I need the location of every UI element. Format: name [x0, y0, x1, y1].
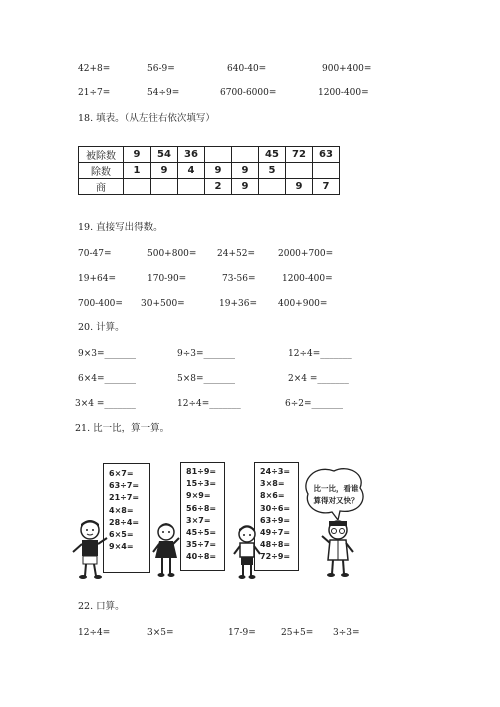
problem: 9÷3=_______ [177, 349, 236, 359]
card-problem: 63÷7= [109, 481, 140, 491]
card-problem: 35÷7= [186, 540, 217, 550]
problem: 400+900= [278, 299, 328, 309]
problem: 3×5= [147, 628, 174, 638]
table-cell: 45 [259, 147, 286, 163]
question-title: 19. 直接写出得数。 [78, 222, 163, 233]
problem: 6÷2=_______ [285, 399, 344, 409]
card-problem: 56÷8= [186, 503, 217, 513]
bubble-line: 算得对又快？ [313, 496, 359, 505]
child-figure-icon [151, 522, 181, 578]
table-cell[interactable] [151, 179, 178, 195]
card-problem: 21÷7= [109, 493, 140, 503]
child-figure-icon [232, 524, 262, 580]
problem: 25+5= [281, 628, 314, 638]
card-problem: 9×4= [109, 542, 134, 552]
problem: 19+36= [219, 299, 257, 309]
card-problem: 6×5= [109, 529, 134, 539]
card-problem: 48÷8= [260, 540, 291, 550]
question-title: 21. 比一比，算一算。 [75, 423, 170, 434]
card-problem: 45÷5= [186, 527, 217, 537]
card-problem: 30÷6= [260, 503, 291, 513]
table-cell: 除数 [79, 163, 124, 179]
table-cell: 36 [178, 147, 205, 163]
problem: 900+400= [322, 64, 372, 74]
table-cell: 5 [259, 163, 286, 179]
problem: 3÷3= [333, 628, 360, 638]
problem: 12÷4=_______ [177, 399, 241, 409]
problem: 2×4 =_______ [288, 374, 349, 384]
table-cell: 9 [286, 179, 313, 195]
table-cell: 1 [124, 163, 151, 179]
table-row [79, 147, 340, 163]
problem: 12÷4=_______ [288, 349, 352, 359]
table-cell[interactable] [124, 179, 151, 195]
table-cell[interactable] [313, 163, 340, 179]
speech-bubble-text [308, 483, 364, 507]
table-row [79, 179, 340, 195]
table-cell: 商 [79, 179, 124, 195]
problem: 30+500= [141, 299, 185, 309]
table-cell: 9 [232, 179, 259, 195]
question-title: 20. 计算。 [78, 322, 125, 333]
problem: 640-40= [227, 64, 267, 74]
table-cell[interactable] [205, 147, 232, 163]
table-cell[interactable] [259, 179, 286, 195]
table-cell: 63 [313, 147, 340, 163]
problem: 1200-400= [318, 88, 369, 98]
card-problem: 6×7= [109, 469, 134, 478]
card-problem: 40÷8= [186, 552, 217, 562]
table-cell: 54 [151, 147, 178, 163]
table-cell: 9 [151, 163, 178, 179]
problem: 42+8= [78, 64, 111, 74]
problem: 6700-6000= [220, 88, 277, 98]
card-problem: 3×8= [260, 479, 285, 489]
bubble-line: 比一比，看谁 [313, 484, 359, 493]
problem: 170-90= [147, 274, 187, 284]
card-problem: 8×6= [260, 491, 285, 501]
problem: 1200-400= [282, 274, 333, 284]
child-figure-icon [70, 518, 110, 580]
problem: 500+800= [147, 249, 197, 259]
question-title: 22. 口算。 [78, 601, 125, 612]
table-row [79, 163, 340, 179]
card-problem: 4×8= [109, 505, 134, 515]
card-problem: 49÷7= [260, 527, 291, 537]
card-problem: 72÷9= [260, 552, 291, 562]
table-cell: 7 [313, 179, 340, 195]
table-cell: 9 [232, 163, 259, 179]
table-cell[interactable] [286, 163, 313, 179]
card-problem: 3×7= [186, 515, 211, 525]
fill-table [78, 146, 340, 195]
card-problem: 63÷9= [260, 515, 291, 525]
problem: 6×4=_______ [78, 374, 137, 384]
problem: 9×3=_______ [78, 349, 137, 359]
table-cell[interactable] [178, 179, 205, 195]
problem: 700-400= [78, 299, 123, 309]
problem-card [180, 462, 225, 571]
problem: 12÷4= [78, 628, 111, 638]
problem: 19+64= [78, 274, 116, 284]
problem: 73-56= [222, 274, 256, 284]
problem: 17-9= [228, 628, 256, 638]
card-problem: 28÷4= [109, 517, 140, 527]
problem: 54÷9= [147, 88, 180, 98]
table-cell: 9 [124, 147, 151, 163]
question-title: 18. 填表。（从左往右依次填写） [78, 113, 215, 124]
problem: 24+52= [217, 249, 255, 259]
card-problem: 15÷3= [186, 479, 217, 489]
table-cell: 2 [205, 179, 232, 195]
table-cell: 72 [286, 147, 313, 163]
problem: 2000+700= [278, 249, 334, 259]
card-problem: 81÷9= [186, 467, 217, 476]
problem-card [103, 463, 150, 573]
problem: 70-47= [78, 249, 112, 259]
problem: 56-9= [147, 64, 175, 74]
card-problem: 24÷3= [260, 467, 291, 476]
problem: 5×8=_______ [177, 374, 236, 384]
teacher-figure-icon [320, 518, 356, 578]
table-cell: 被除数 [79, 147, 124, 163]
problem: 3×4 =_______ [75, 399, 136, 409]
card-problem: 9×9= [186, 491, 211, 501]
table-cell[interactable] [232, 147, 259, 163]
table-cell: 4 [178, 163, 205, 179]
problem: 21÷7= [78, 88, 111, 98]
table-cell: 9 [205, 163, 232, 179]
